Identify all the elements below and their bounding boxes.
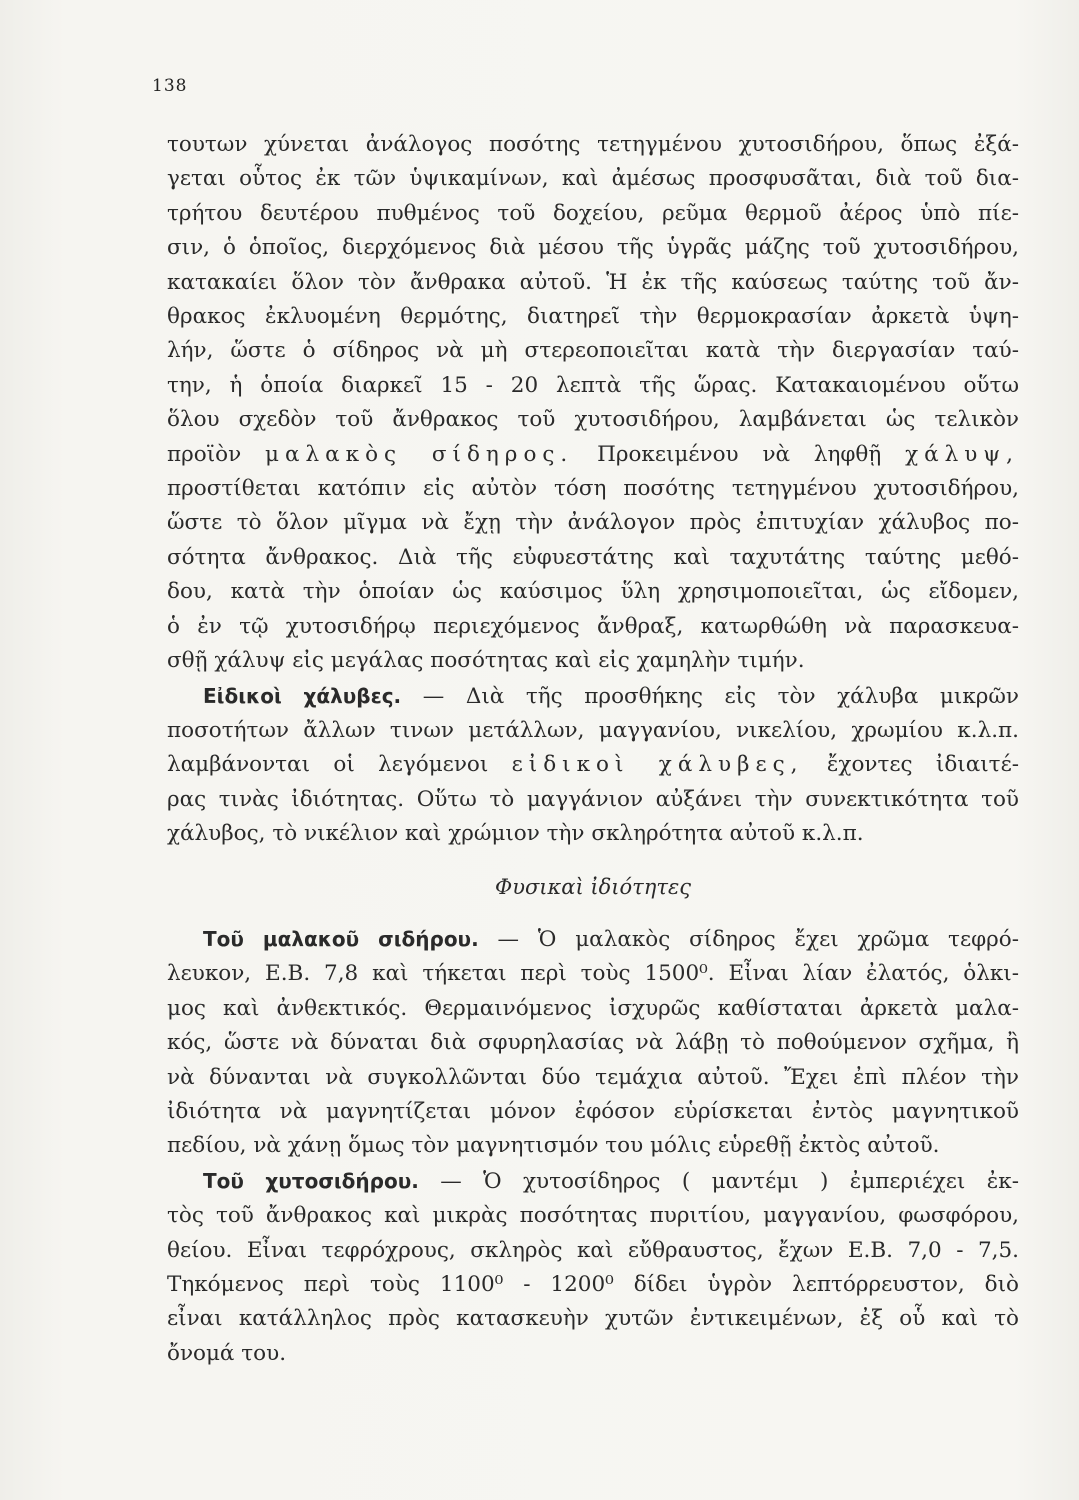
paragraph-title: Τοῦ χυτοσιδήρου. [203,1168,419,1193]
text-line: κατακαίει ὅλον τὸν ἄνθρακα αὐτοῦ. Ἡ ἐκ τῆς καύσεως ταύτης τοῦ ἄν- [167,269,1019,295]
text-line: δου, κατὰ τὴν ὁποίαν ὡς καύσιμος ὕλη χρησιμοποιεῖται, ὡς εἴδομεν, [167,579,1019,605]
text-fragment: — Ὁ μαλακὸς σίδηρος ἔχει χρῶμα τεφρό- [497,926,1019,952]
text-line: μος καὶ ἀνθεκτικός. Θερμαινόμενος ἰσχυρῶς καθίσταται ἀρκετὰ μαλα- [167,995,1019,1021]
text-line: νὰ δύνανται νὰ συγκολλῶνται δύο τεμάχια αὐτοῦ. Ἔχει ἐπὶ πλέον τὴν [167,1064,1019,1090]
text-line: κός, ὥστε νὰ δύναται διὰ σφυρηλασίας νὰ λάβῃ τὸ ποθούμενον σχῆμα, ἢ [167,1030,1019,1056]
text-line [167,438,1019,472]
text-line: λευκον, Ε.Β. 7,8 καὶ τήκεται περὶ τοὺς 1500⁰. Εἶναι λίαν ἐλατός, ὁλκι- [167,961,1019,987]
text-line: γεται οὗτος ἐκ τῶν ὑψικαμίνων, καὶ ἀμέσως προσφυσᾶται, διὰ τοῦ δια- [167,166,1019,192]
text-line: ὅλου σχεδὸν τοῦ ἄνθρακος τοῦ χυτοσιδήρου, λαμβάνεται ὡς τελικὸν [167,407,1019,433]
paragraph-title: Εἰδικοὶ χάλυβες. [203,683,402,708]
paragraph-special-steels [167,679,1019,852]
text-line: θρακος ἐκλυομένη θερμότης, διατηρεῖ τὴν θερμοκρασίαν ἀρκετὰ ὑψη- [167,304,1019,330]
text-line: τρήτου δευτέρου πυθμένος τοῦ δοχείου, ρεῦμα θερμοῦ ἀέρος ὑπὸ πίε- [167,200,1019,226]
text-line: σιν, ὁ ὁποῖος, διερχόμενος διὰ μέσου τῆς ὑγρᾶς μάζης τοῦ χυτοσιδήρου, [167,235,1019,261]
text-line: χάλυβος, τὸ νικέλιον καὶ χρώμιον τὴν σκληρότητα αὐτοῦ κ.λ.π. [167,821,864,847]
text-fragment: ἔχοντες ἰδιαιτέ- [826,752,1019,778]
body-text [167,128,1019,1371]
paragraph-cast-iron [167,1164,1019,1371]
text-line: προστίθεται κατόπιν εἰς αὐτὸν τόση ποσότης τετηγμένου χυτοσιδήρου, [167,476,1019,502]
text-line: τὸς τοῦ ἄνθρακος καὶ μικρὰς ποσότητας πυριτίου, μαγγανίου, φωσφόρου, [167,1203,1019,1229]
page-number: 138 [152,76,188,96]
text-fragment: — Διὰ τῆς προσθήκης εἰς τὸν χάλυβα μικρῶν [422,683,1019,709]
text-fragment: προϊὸν [167,441,242,467]
paragraph-soft-iron [167,922,1019,1164]
text-line: ὥστε τὸ ὅλον μῖγμα νὰ ἔχῃ τὴν ἀνάλογον πρὸς ἐπιτυχίαν χάλυβος πο- [167,510,1019,536]
text-fragment: λαμβάνονται οἱ λεγόμενοι [167,752,489,778]
text-line: ὁ ἐν τῷ χυτοσιδήρῳ περιεχόμενος ἄνθραξ, κατωρθώθη νὰ παρασκευα- [167,613,1019,639]
text-line: ἰδιότητα νὰ μαγνητίζεται μόνον ἐφόσον εὑρίσκεται ἐντὸς μαγνητικοῦ [167,1098,1019,1124]
text-line: τουτων χύνεται ἀνάλογος ποσότης τετηγμένου χυτοσιδήρου, ὅπως ἐξά- [167,132,1019,157]
text-fragment: Προκειμένου νὰ ληφθῇ [597,441,882,467]
text-line [167,922,1019,957]
text-line [167,1164,1019,1199]
spaced-term-special-steels: εἰδικοὶ χάλυβες, [511,752,804,778]
text-line: σότητα ἄνθρακος. Διὰ τῆς εὐφυεστάτης καὶ ταχυτάτης ταύτης μεθό- [167,544,1019,570]
text-line: Τηκόμενος περὶ τοὺς 1100⁰ - 1200⁰ δίδει ὑγρὸν λεπτόρρευστον, διὸ [167,1272,1019,1297]
text-line: θείου. Εἶναι τεφρόχρους, σκληρὸς καὶ εὔθραυστος, ἔχων Ε.Β. 7,0 - 7,5. [167,1237,1019,1263]
text-line: ρας τινὰς ἰδιότητας. Οὕτω τὸ μαγγάνιον αὐξάνει τὴν συνεκτικότητα τοῦ [167,786,1019,812]
text-line [167,679,1019,714]
text-line: εἶναι κατάλληλος πρὸς κατασκευὴν χυτῶν ἐντικειμένων, ἐξ οὗ καὶ τὸ [167,1306,1019,1332]
text-line [167,748,1019,782]
text-line: πεδίου, νὰ χάνῃ ὅμως τὸν μαγνητισμόν του μόλις εὑρεθῇ ἐκτὸς αὐτοῦ. [167,1133,940,1159]
text-line: σθῇ χάλυψ εἰς μεγάλας ποσότητας καὶ εἰς χαμηλὴν τιμήν. [167,648,805,674]
paragraph-steelmaking [167,128,1019,679]
section-heading: Φυσικαὶ ἰδιότητες [494,874,691,899]
spaced-term-soft-iron: μαλακὸς σίδηρος. [265,441,574,467]
paragraph-title: Τοῦ μαλακοῦ σιδήρου. [203,926,479,951]
text-line: ποσοτήτων ἄλλων τινων μετάλλων, μαγγανίου, νικελίου, χρωμίου κ.λ.π. [167,717,1019,743]
text-line: την, ἡ ὁποία διαρκεῖ 15 - 20 λεπτὰ τῆς ὥρας. Κατακαιομένου οὕτω [167,372,1019,398]
text-line: ὄνομά του. [167,1340,287,1366]
text-line: λήν, ὥστε ὁ σίδηρος νὰ μὴ στερεοποιεῖται κατὰ τὴν διεργασίαν ταύ- [167,338,1019,364]
spaced-term-steel: χάλυψ, [905,441,1019,467]
text-fragment: — Ὁ χυτοσίδηρος ( μαντέμι ) ἐμπεριέχει ἐκ- [440,1168,1019,1194]
